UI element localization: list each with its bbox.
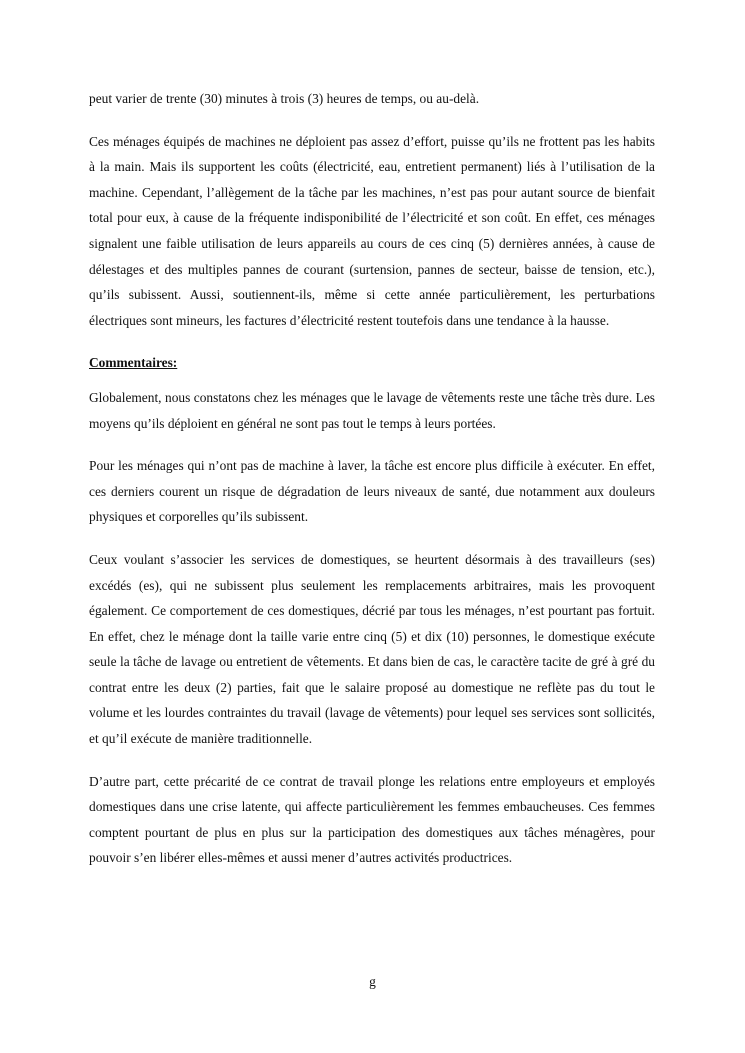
paragraph-machine-households: Ces ménages équipés de machines ne déploient pas assez d’effort, puisse qu’ils ne frottent pas les habits à la main. Mais ils supportent les coûts (électricité, eau, entretient permanent) liés à l’utilisation de la machine. Cependant, l’allègement de la tâche par les machines, n’est pas pour autant source de bienfait total pour eux, à cause de la fréquente indisponibilité de l’électricité et son coût. En effet, ces ménages signalent une faible utilisation de leurs appareils au cours de ces cinq (5) dernières années, à cause de délestages et des multiples pannes de courant (surtension, pannes de secteur, baisse de tension, etc.), qu’ils subissent. Aussi, soutiennent-ils, même si cette année particulièrement, les perturbations électriques sont mineurs, les factures d’électricité restent toutefois dans une tendance à la hausse. [89, 133, 655, 328]
paragraph-comment-domestics: Ceux voulant s’associer les services de domestiques, se heurtent désormais à des travailleurs (ses) excédés (es), qui ne subissent plus seulement les remplacements arbitraires, mais les provoquent également. Ce comportement de ces domestiques, décrié par tous les ménages, n’est pourtant pas fortuit. En effet, chez le ménage dont la taille varie entre cinq (5) et dix (10) personnes, le domestique exécute seule la tâche de lavage ou entretient de vêtements. Et dans bien de cas, le caractère tacite de gré à gré du contrat entre les deux (2) parties, fait que le salaire proposé au domestique ne reflète pas du tout le volume et les lourdes contraintes du travail (lavage de vêtements) pour lequel ses services sont sollicités, et qu’il exécute de manière traditionnelle. [89, 551, 655, 747]
paragraph-comment-general: Globalement, nous constatons chez les ménages que le lavage de vêtements reste une tâche très dure. Les moyens qu’ils déploient en général ne sont pas tout le temps à leurs portées. [89, 389, 655, 431]
section-heading-commentaires: Commentaires: [89, 355, 178, 371]
paragraph-comment-no-machine: Pour les ménages qui n’ont pas de machine à laver, la tâche est encore plus difficile à exécuter. En effet, ces derniers courent un risque de dégradation de leurs niveaux de santé, due notamment aux douleurs physiques et corporelles qu’ils subissent. [89, 458, 655, 525]
paragraph-comment-contract: D’autre part, cette précarité de ce contrat de travail plonge les relations entre employeurs et employés domestiques dans une crise latente, qui affecte particulièrement les femmes embaucheuses. Ces femmes comptent pourtant de plus en plus sur la participation des domestiques aux tâches ménagères, pour pouvoir s’en libérer elles-mêmes et aussi mener d’autres activités productrices. [89, 773, 655, 866]
paragraph-continuation: peut varier de trente (30) minutes à trois (3) heures de temps, ou au-delà. [89, 91, 480, 106]
page-number: g [369, 974, 376, 989]
page-body [89, 86, 655, 871]
